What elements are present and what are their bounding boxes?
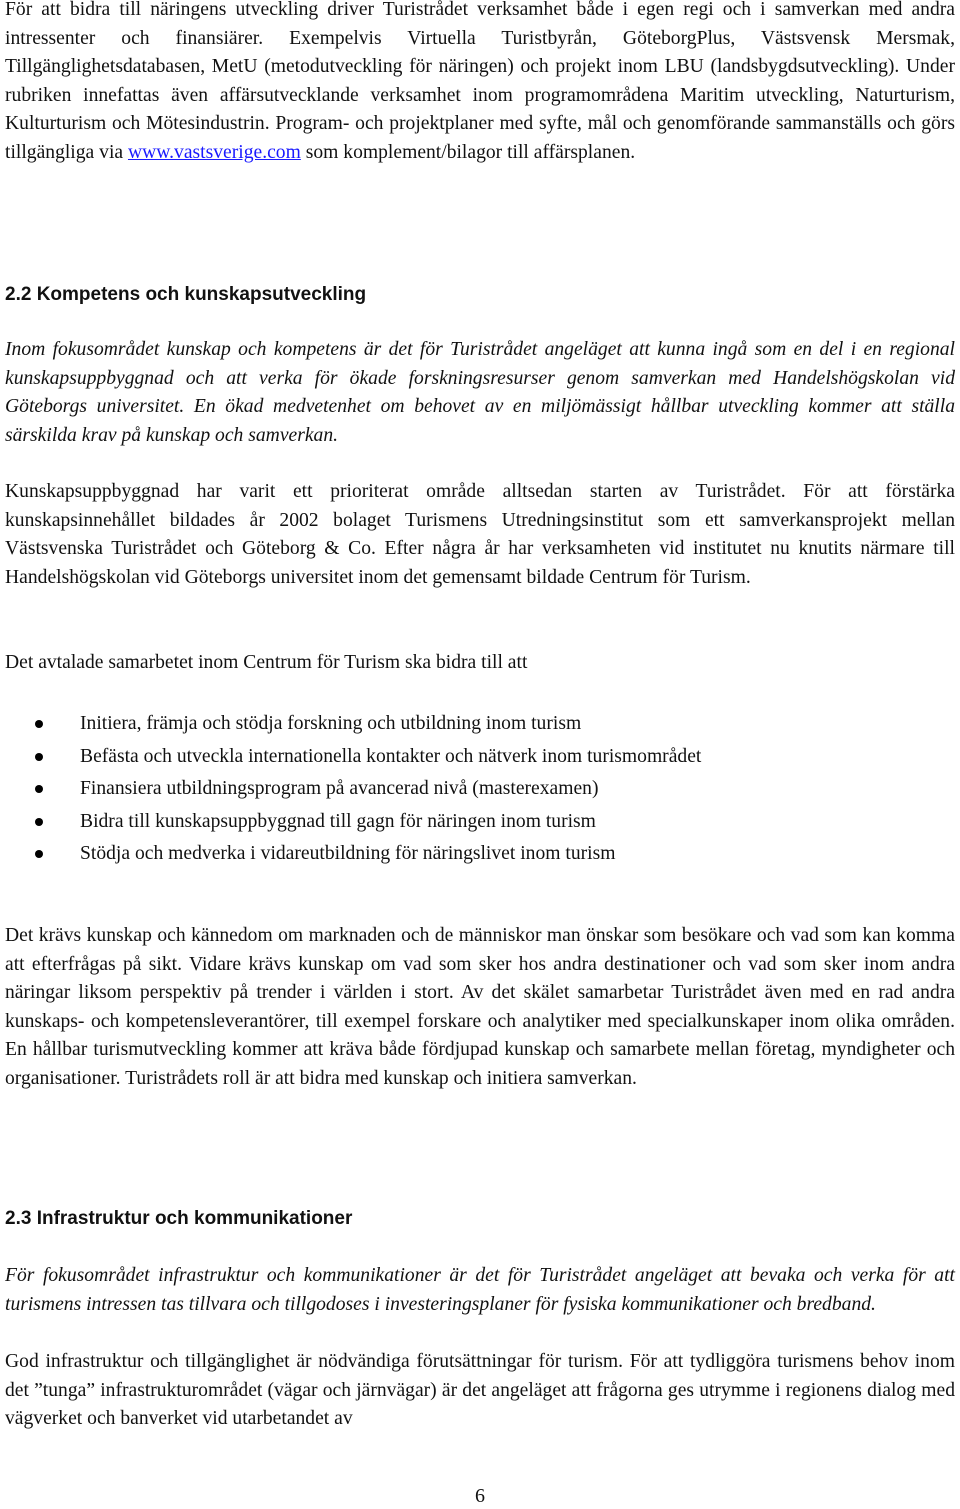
section-heading-2-3 — [5, 1207, 352, 1231]
list-item-text: Initiera, främja och stödja forskning och utbildning inom turism — [80, 713, 582, 734]
list-item-text: Bidra till kunskapsuppbyggnad till gagn för näringen inom turism — [80, 810, 596, 832]
paragraph-centrum-for-turism: Det avtalade samarbetet inom Centrum för Turism ska bidra till att — [5, 652, 528, 673]
paragraph-kunskap-kannedom: Det krävs kunskap och kännedom om marknaden och de människor man önskar som besökare och vad som kan komma att efterfrågas på sikt. Vidare krävs kunskap om vad som sker hos andra destinationer och vad som sker inom andra näringar liksom perspektiv på trender i världen i stort. Av det skälet samarbetar Turistrådet även med en rad andra kunskaps- och kompetensleverantörer, till exempel forskare och analytiker med specialkunskaper inom olika områden. En hållbar turismutveckling kommer att kräva både fördjupad kunskap och samarbete mellan företag, myndigheter och organisationer. Turistrådets roll är att bidra med kunskap och initiera samverkan. — [5, 925, 955, 1089]
section-intro-italic: Inom fokusområdet kunskap och kompetens är det för Turistrådet angeläget att kunna ingå som en del i en regional kunskapsuppbyggnad och att verka för ökade forskningsresurser genom samverkan med Handelshögskolan vid Göteborgs universitet. En ökad medvetenhet om behovet av en miljömässigt hållbar utveckling kommer att ställa särskilda krav på kunskap och samverkan. — [5, 339, 955, 446]
page-number: 6 — [475, 1485, 485, 1507]
list-item-text: Finansiera utbildningsprogram på avancerad nivå (masterexamen) — [80, 778, 599, 799]
paragraph-kunskapsuppbyggnad: Kunskapsuppbyggnad har varit ett prioriterat område alltsedan starten av Turistrådet. För att förstärka kunskapsinnehållet bildades år 2002 bolaget Turismens Utredningsinstitut som ett samverkansprojekt mellan Västsvenska Turistrådet och Göteborg & Co. Efter några år har verksamheten vid institutet nu knutits närmare till Handelshögskolan vid Göteborgs universitet inom det gemensamt bildade Centrum för Turism. — [5, 481, 955, 588]
list-item — [5, 773, 955, 806]
bullet-icon — [35, 753, 43, 761]
bullet-icon — [35, 720, 43, 728]
list-item-text: Stödja och medverka i vidareutbildning för näringslivet inom turism — [80, 843, 616, 864]
list-item — [5, 806, 955, 839]
vastsverige-link[interactable]: www.vastsverige.com — [127, 141, 301, 163]
paragraph-intro-text-before-link: För att bidra till näringens utveckling driver Turistrådet verksamhet både i egen regi och i samverkan med andra intressenter och finansiärer. Exempelvis Virtuella Turistbyrån, GöteborgPlus, Västsvensk Mersmak, Tillgänglighetsdatabasen, MetU (metodutveckling för näringen) och projekt inom LBU (landsbygdsutveckling). Under rubriken innefattas även affärsutvecklande verksamhet inom programområdena Maritim utveckling, Naturturism, Kulturturism och Mötesindustrin. Program- och projektplaner med syfte, mål och genomförande sammanställs och görs tillgängliga via — [5, 0, 955, 163]
section-intro-italic: För fokusområdet infrastruktur och kommunikationer är det för Turistrådet angeläget att bevaka och verka för att turismens intressen tas tillvara och tillgodoses i investeringsplaner för fysiska kommunikationer och bredband. — [5, 1265, 955, 1315]
bullet-list — [5, 708, 955, 871]
list-item — [5, 741, 955, 774]
section-heading-2-2 — [5, 283, 366, 307]
bullet-icon — [35, 850, 43, 858]
section-title: Kompetens och kunskapsutveckling — [36, 284, 367, 305]
bullet-icon — [35, 818, 43, 826]
section-number: 2.3 — [5, 1208, 32, 1229]
paragraph-infrastruktur: God infrastruktur och tillgänglighet är nödvändiga förutsättningar för turism. För att tydliggöra turismens behov inom det ”tunga” infrastrukturområdet (vägar och järnvägar) är det angeläget att frågorna ges utrymme i regionens dialog med vägverket och banverket vid utarbetandet av — [5, 1351, 955, 1430]
paragraph-intro — [5, 0, 955, 168]
section-number: 2.2 — [5, 284, 32, 305]
paragraph-intro-text-after-link: som komplement/bilagor till affärsplanen. — [300, 141, 636, 163]
bullet-icon — [35, 785, 43, 793]
list-item — [5, 838, 955, 871]
list-item-text: Befästa och utveckla internationella kontakter och nätverk inom turismområdet — [80, 745, 702, 767]
list-item — [5, 708, 955, 741]
section-title: Infrastruktur och kommunikationer — [36, 1208, 353, 1229]
